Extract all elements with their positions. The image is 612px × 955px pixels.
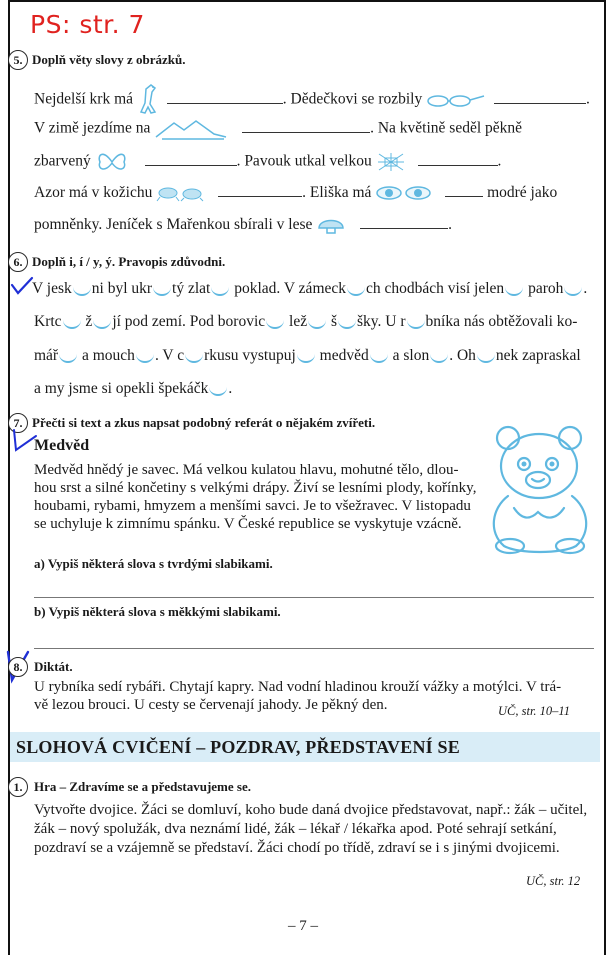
task-6-line-1 [32,280,587,298]
task-7-title: Přečti si text a zkus napsat podobný referát o nějakém zvířeti. [32,415,376,430]
fill-gap[interactable] [347,284,365,296]
dictation-line: U rybníka sedí rybáři. Chytají kapry. Nad vodní hladinou krouží vážky a motýlci. V trá- [34,679,562,695]
fill-gap[interactable] [297,351,315,363]
task-6-title: Doplň i, í / y, ý. Pravopis zdůvodni. [32,254,226,269]
text: poklad. V zámeck [230,280,347,297]
eyes-icon [375,184,433,202]
answer-blank[interactable] [494,103,586,104]
question-b: b) Vypiš některá slova s měkkými slabikami. [34,604,281,619]
answer-blank[interactable] [242,132,370,133]
text: a mouch [78,347,135,364]
handwritten-check-icon [10,276,34,296]
text: Azor má v kožichu [34,184,153,201]
fill-gap[interactable] [370,351,388,363]
text: jí pod zemí. Pod borovic [112,313,266,330]
text: . Oh [449,347,476,364]
textbook-reference: UČ, str. 10–11 [498,704,571,718]
text: medvěd [315,347,369,364]
text: rkusu vystupuj [204,347,296,364]
text: a my jsme si opekli špekáčk [34,380,209,397]
task-1-line: Vytvořte dvojice. Žáci se domluví, koho bude daná dvojice představovat, např.: žák – učitel, [34,802,588,818]
text: ch chodbách visí jelen [366,280,505,297]
text: nek zapraskal [495,347,581,364]
task-5-line-1 [34,83,590,117]
task-8-title: Diktát. [34,659,73,674]
answer-blank[interactable] [360,228,448,229]
text: paroh [524,280,564,297]
answer-blank[interactable] [145,165,237,166]
article-heading: Medvěd [34,437,90,454]
text: . [228,380,233,397]
task-6-line-3 [34,347,581,365]
butterfly-icon [95,151,129,173]
fleas-icon [156,184,206,202]
task-1-number: 1. [8,777,28,797]
text: . Na květině seděl pěkně [370,119,523,137]
text: zbarvený [34,152,91,170]
fill-gap[interactable] [136,351,154,363]
textbook-reference: UČ, str. 12 [526,874,581,888]
spiderweb-icon [376,152,406,172]
text: . V c [154,347,185,364]
text: Krtc [34,313,62,330]
bear-illustration-icon [478,424,600,556]
handwritten-page-note: PS: str. 7 [30,10,145,39]
glasses-icon [426,92,486,108]
text: lež [285,313,308,330]
text: mář [34,347,59,364]
answer-blank[interactable] [445,196,483,197]
section-title: SLOHOVÁ CVIČENÍ – POZDRAV, PŘEDSTAVENÍ SE [16,737,460,757]
fill-gap[interactable] [505,284,523,296]
fill-gap[interactable] [407,317,425,329]
text: šky. U r [357,313,406,330]
text: . Pavouk utkal velkou [236,152,372,170]
task-5-line-4 [34,184,557,202]
text: pomněnky. Jeníček s Mařenkou sbírali v lese [34,216,313,233]
text: ž [81,313,93,330]
answer-line[interactable] [34,648,594,649]
text: . Dědečkovi se rozbily [282,90,423,108]
text: . [448,216,452,233]
task-8-number: 8. [8,657,28,677]
fill-gap[interactable] [266,317,284,329]
task-6-number: 6. [8,252,28,272]
fill-gap[interactable] [211,284,229,296]
dictation-line: vě lezou brouci. U cesty se červenají jahody. Je pěkný den. [34,697,388,713]
fill-gap[interactable] [153,284,171,296]
fill-gap[interactable] [185,351,203,363]
fill-gap[interactable] [209,384,227,396]
fill-gap[interactable] [93,317,111,329]
task-5-title: Doplň věty slovy z obrázků. [32,52,186,67]
text: . Eliška má [302,184,372,201]
mountains-icon [154,118,228,140]
article-line: se uchyluje k zimnímu spánku. V České republice se vyskytuje vzácně. [34,516,462,532]
article-line: Medvěd hnědý je savec. Má velkou kulatou hlavu, mohutné tělo, dlou- [34,462,459,478]
task-1-line: pozdraví se a vzájemně se představí. Žáci chodí po třídě, zdraví se i s jinými dvojicemi. [34,840,560,856]
fill-gap[interactable] [430,351,448,363]
text: . [585,90,590,108]
text: bníka nás obtěžovali ko- [425,313,578,330]
fill-gap[interactable] [59,351,77,363]
text: . [583,280,588,297]
fill-gap[interactable] [564,284,582,296]
fill-gap[interactable] [338,317,356,329]
text: š [327,313,338,330]
fill-gap[interactable] [477,351,495,363]
answer-line[interactable] [34,597,594,598]
article-line: houbami, rybami, hmyzem a menšími savci. Je to všežravec. V listopadu [34,498,471,514]
fill-gap[interactable] [63,317,81,329]
text: . [497,152,502,170]
task-1-title: Hra – Zdravíme se a představujeme se. [34,779,251,794]
text: a slon [388,347,430,364]
task-7-number: 7. [8,413,28,433]
task-5-line-3 [34,151,501,173]
page-number: – 7 – [288,918,318,934]
mushroom-icon [316,216,346,234]
question-a: a) Vypiš některá slova s tvrdými slabikami. [34,556,273,571]
text: V jesk [32,280,72,297]
answer-blank[interactable] [167,103,283,104]
answer-blank[interactable] [218,196,302,197]
fill-gap[interactable] [308,317,326,329]
text: V zimě jezdíme na [34,119,151,137]
task-6-line-2 [34,313,577,331]
text: modré jako [487,184,558,201]
fill-gap[interactable] [73,284,91,296]
task-1-line: žák – nový spolužák, dva neznámí lidé, žák – lékař / lékařka apod. Poté sehrají setkání, [34,821,557,837]
task-5-line-5 [34,216,452,234]
article-line: hou srst a silné končetiny s velkými drápy. Živí se lesními plody, kořínky, [34,480,477,496]
giraffe-icon [137,83,163,117]
task-5-line-2 [34,118,522,140]
text: ni byl ukr [91,280,153,297]
task-6-line-4 [34,380,232,398]
text: Nejdelší krk má [34,90,134,108]
task-5-number: 5. [8,50,28,70]
answer-blank[interactable] [418,165,498,166]
text: tý zlat [172,280,211,297]
